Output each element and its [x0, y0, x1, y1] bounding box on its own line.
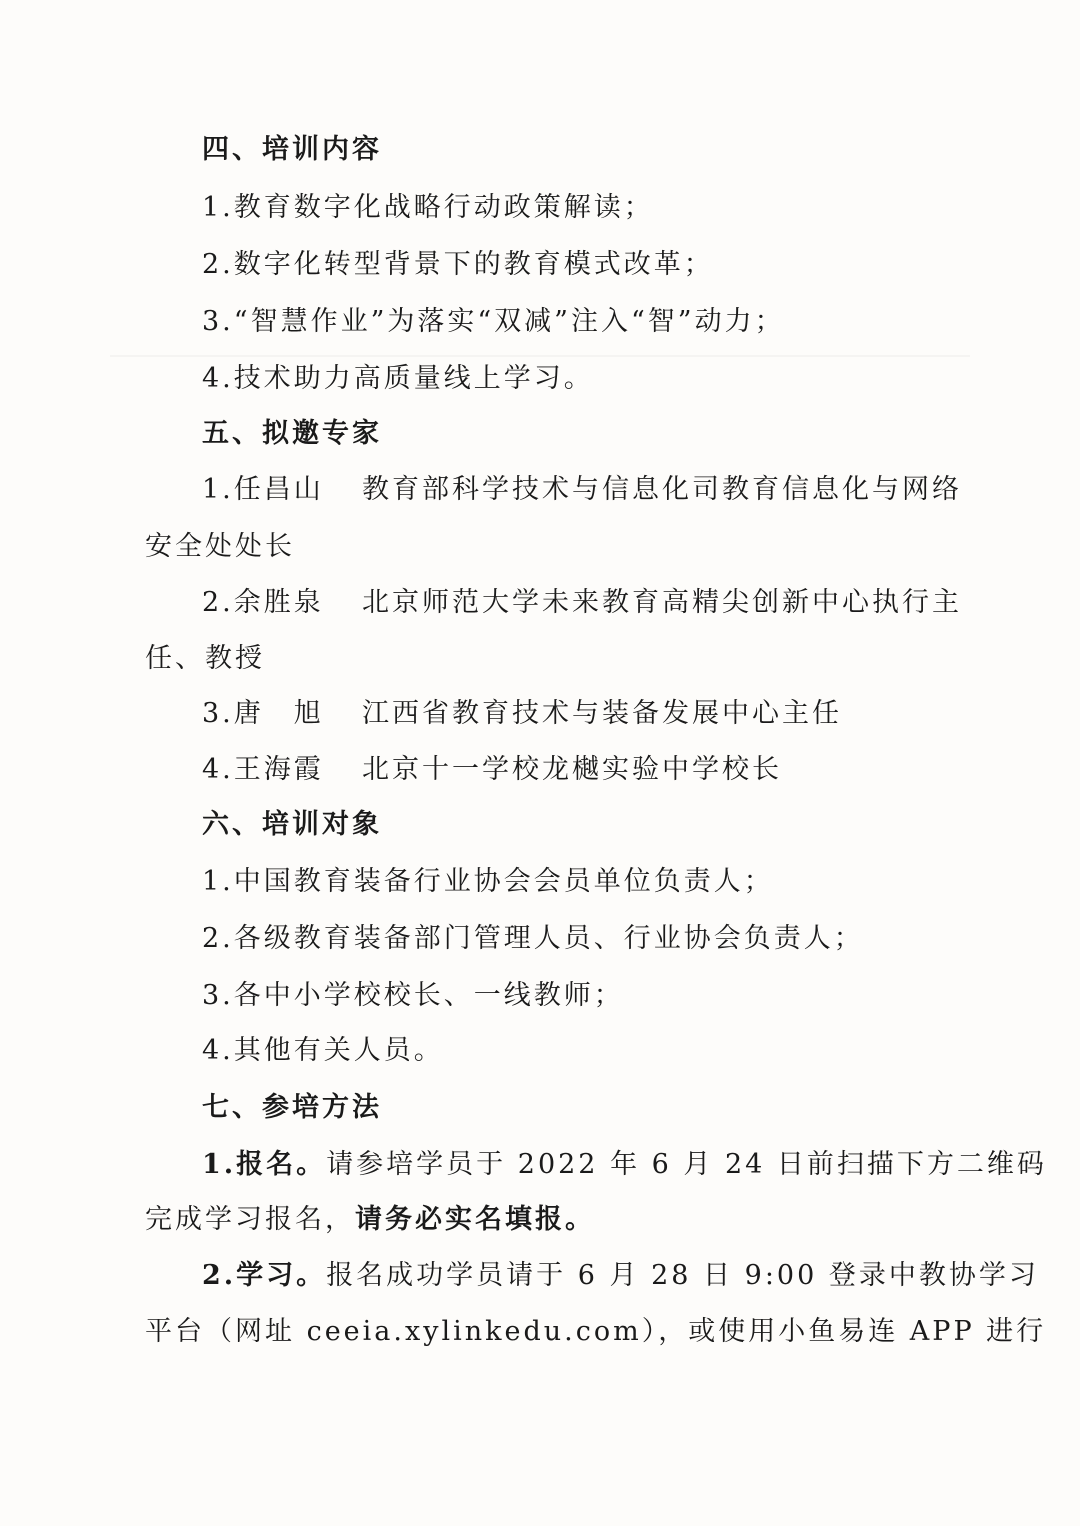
expert-1-title-cont: 安全处处长 — [145, 531, 295, 562]
expert-name: 4.王海霞 — [202, 754, 324, 785]
audience-item-4: 4.其他有关人员。 — [202, 1035, 444, 1066]
method-text: 完成学习报名， — [145, 1204, 355, 1235]
method-label-study: 2.学习。 — [202, 1260, 327, 1291]
method-paragraph-2-line-1 — [202, 1256, 1039, 1296]
expert-title: 教育部科学技术与信息化司教育信息化与网络 — [362, 474, 962, 505]
method-text: 请参培学员于 2022 年 6 月 24 日前扫描下方二维码 — [326, 1149, 1047, 1180]
expert-2 — [202, 583, 962, 623]
content-item-1: 1.教育数字化战略行动政策解读； — [202, 192, 654, 223]
audience-item-1: 1.中国教育装备行业协会会员单位负责人； — [202, 866, 774, 897]
expert-2-title-cont: 任、教授 — [145, 643, 265, 674]
content-item-4: 4.技术助力高质量线上学习。 — [202, 363, 594, 394]
section-heading-content: 四、培训内容 — [202, 134, 382, 165]
expert-title: 北京师范大学未来教育高精尖创新中心执行主 — [362, 587, 962, 618]
method-emphasis: 请务必实名填报。 — [355, 1204, 595, 1235]
expert-title: 江西省教育技术与装备发展中心主任 — [362, 698, 842, 729]
content-item-3: 3.“智慧作业”为落实“双减”注入“智”动力； — [202, 306, 785, 337]
content-item-2: 2.数字化转型背景下的教育模式改革； — [202, 249, 714, 280]
method-paragraph-1-line-1 — [202, 1145, 1047, 1185]
section-heading-method: 七、参培方法 — [202, 1092, 382, 1123]
bleed-through-rule — [110, 355, 970, 357]
audience-item-2: 2.各级教育装备部门管理人员、行业协会负责人； — [202, 923, 864, 954]
section-heading-experts: 五、拟邀专家 — [202, 418, 382, 449]
expert-4 — [202, 750, 782, 790]
method-paragraph-2-line-2: 平台（网址 ceeia.xylinkedu.com），或使用小鱼易连 APP 进行 — [145, 1316, 1047, 1347]
section-heading-audience: 六、培训对象 — [202, 809, 382, 840]
method-paragraph-1-line-2 — [145, 1200, 595, 1240]
audience-item-3: 3.各中小学校校长、一线教师； — [202, 980, 624, 1011]
method-label-registration: 1.报名。 — [202, 1149, 327, 1180]
expert-name: 2.余胜泉 — [202, 587, 324, 618]
expert-title: 北京十一学校龙樾实验中学校长 — [362, 754, 782, 785]
method-text: 报名成功学员请于 6 月 28 日 9:00 登录中教协学习 — [326, 1260, 1039, 1291]
expert-name: 1.任昌山 — [202, 474, 324, 505]
expert-1 — [202, 470, 962, 510]
expert-name: 3.唐 旭 — [202, 698, 324, 729]
expert-3 — [202, 694, 842, 734]
